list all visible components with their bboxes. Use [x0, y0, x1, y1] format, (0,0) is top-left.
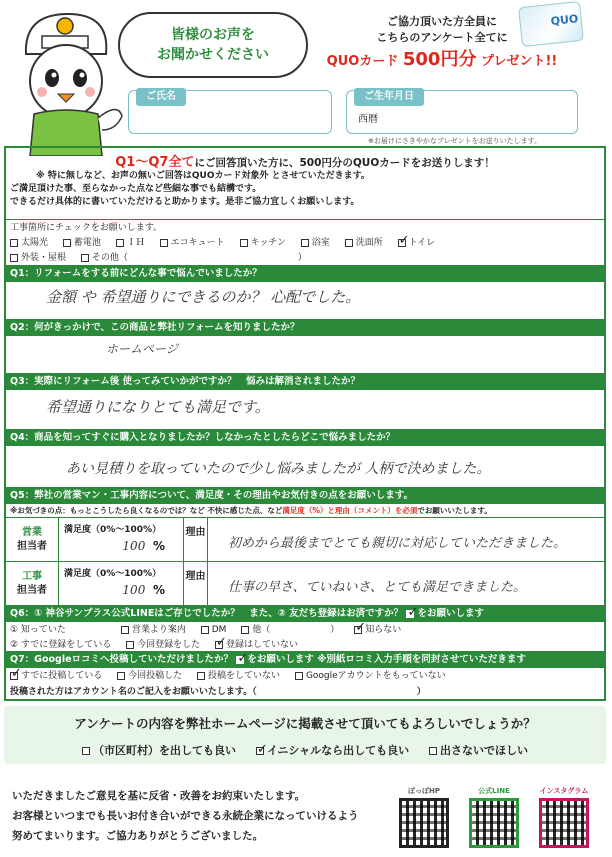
work-option-other[interactable]: その他（ ） — [81, 252, 307, 265]
construction-head: 工事 担当者 — [17, 571, 47, 596]
footer-message — [12, 786, 392, 846]
checkbox-icon[interactable] — [63, 239, 71, 247]
q7-no-account[interactable]: Googleアカウントをもっていない — [295, 670, 446, 683]
qr-line[interactable] — [462, 786, 526, 852]
q5-label: Q5：弊社の営業マン・工事内容について、満足度・その理由やお気付きの点をお願いします。 — [6, 488, 604, 504]
checkbox-icon[interactable] — [82, 747, 90, 755]
q3-answer[interactable]: 希望通りになりとても満足です。 — [46, 398, 270, 416]
checkbox-checked-icon[interactable] — [10, 672, 18, 680]
q6-row-2 — [6, 637, 604, 652]
bubble-line-1: 皆様のお声を — [171, 27, 255, 43]
checkbox-icon[interactable] — [81, 254, 89, 262]
checkbox-icon[interactable] — [126, 641, 134, 649]
qr-instagram[interactable] — [532, 786, 596, 852]
checkbox-icon[interactable] — [295, 672, 303, 680]
construction-reason-label: 理由 — [184, 562, 208, 606]
checkbox-icon[interactable] — [201, 626, 209, 634]
q7-options — [6, 668, 604, 683]
work-section — [6, 220, 604, 266]
q7-posted-now[interactable]: 今回投稿した — [117, 670, 182, 683]
checkbox-icon[interactable] — [160, 239, 168, 247]
promo-line-2: こちらのアンケート全てに — [376, 31, 508, 44]
intro-note: ※ 特に無しなど、お声の無いご回答はQUOカード対象外 とさせていただきます。 — [36, 171, 370, 181]
checkbox-checked-icon[interactable] — [398, 239, 406, 247]
q6-registered-now[interactable]: 今回登録をした — [126, 639, 200, 652]
q6-not-registered[interactable]: ✓ 登録はしていない — [215, 639, 298, 652]
q5-section — [6, 488, 604, 518]
q6-unknown[interactable]: ✓ 知らない — [354, 624, 401, 637]
footer-line-1: いただきましたご意見を基に反省・改善をお約束いたします。 — [12, 790, 306, 802]
q6-sales-guide[interactable]: 営業より案内 — [121, 624, 186, 637]
q5-construction-row — [6, 562, 604, 606]
checkbox-icon[interactable] — [10, 254, 18, 262]
q7-not-posted[interactable]: 投稿をしていない — [197, 670, 280, 683]
q6-other[interactable]: 他（ ） — [241, 624, 339, 637]
checkbox-icon[interactable] — [121, 626, 129, 634]
bubble-line-2: お聞かせください — [157, 47, 269, 63]
checkbox-icon[interactable] — [10, 239, 18, 247]
consent-banner — [4, 706, 606, 764]
mascot-illustration — [6, 6, 124, 156]
intro-title-rest: にご回答頂いた方に、500円分のQUOカードをお送りします！ — [194, 157, 495, 169]
q5-note: ※お気づきの点：もっとこうしたら良くなるのでは？など 不快に感じた点、など満足度（%）と理由（コメント）を必須でお願いいたします。 — [10, 506, 492, 515]
q4-section — [6, 430, 604, 488]
promo-quo-card: QUOカード — [326, 54, 399, 69]
sales-reason-label: 理由 — [184, 518, 208, 562]
qr-instagram-label: インスタグラム — [539, 787, 589, 795]
construction-satisfaction: 満足度（0%〜100%） 100 % — [58, 562, 184, 606]
footer-line-3: 努めてまいります。ご協力ありがとうございました。 — [12, 830, 264, 842]
checkbox-checked-icon[interactable] — [215, 641, 223, 649]
birthdate-era: 西暦 — [358, 114, 378, 125]
q7-label: Q7：Googleロコミへ投稿していただけましたか？ ✓ をお願いします ※別紙ロコミ入力手順を同封させていただきます — [6, 652, 604, 668]
footer-line-2: お客様といつまでも長いお付き合いができる永続企業になっていけるよう — [12, 810, 359, 822]
work-option-bath[interactable]: 浴室 — [301, 237, 330, 250]
work-option-ih[interactable]: ＩＨ — [116, 237, 145, 250]
q2-section — [6, 320, 604, 374]
intro-section — [6, 148, 604, 220]
intro-line-1: ご満足頂けた事、至らなかった点など些細な事でも結構です。 — [10, 184, 262, 194]
name-label: ご氏名 — [136, 88, 186, 106]
sales-head: 営業 担当者 — [17, 527, 47, 552]
q1-section — [6, 266, 604, 320]
consent-options — [4, 742, 606, 758]
q3-label: Q3：実際にリフォーム後 使ってみていかがですか？ 悩みは解消されましたか？ — [6, 374, 604, 390]
work-option-ecocute[interactable]: エコキュート — [160, 237, 225, 250]
q2-answer[interactable]: ホームページ — [106, 342, 178, 356]
work-option-toilet[interactable]: ✓ トイレ — [398, 237, 436, 250]
qr-homepage-label: ぽっぽHP — [408, 787, 440, 795]
q7-section — [6, 652, 604, 699]
q1-label: Q1：リフォームをする前にどんな事で悩んでいましたか？ — [6, 266, 604, 282]
checkbox-icon[interactable] — [301, 239, 309, 247]
work-options-row-1 — [6, 235, 604, 250]
birthdate-note: ※お届けにさきやかなプレゼントをお送りいたします。 — [368, 137, 542, 145]
work-option-battery[interactable]: 蓄電池 — [63, 237, 101, 250]
construction-reason-answer[interactable]: 仕事の早さ、ていねいさ、とても満足できました。 — [228, 580, 526, 595]
speech-bubble — [118, 12, 308, 78]
checkbox-icon[interactable] — [117, 672, 125, 680]
survey-form — [4, 146, 606, 701]
sales-satisfaction-value[interactable]: 100 — [122, 539, 146, 553]
q6-section — [6, 606, 604, 652]
q6-dm[interactable]: DM — [201, 624, 227, 637]
checkbox-icon[interactable] — [197, 672, 205, 680]
q5-sales-row — [6, 518, 604, 562]
q1-answer[interactable]: 金額 や 希望通りにできるのか？ 心配でした。 — [46, 288, 361, 306]
consent-question: アンケートの内容を弊社ホームページに掲載させて頂いてもよろしいでしょうか？ — [74, 716, 536, 731]
checkbox-checked-icon[interactable] — [256, 747, 264, 755]
q6-row-1 — [6, 622, 604, 637]
promo-line-3 — [318, 49, 566, 70]
promo-amount: 500円分 — [402, 49, 477, 70]
checkbox-icon[interactable] — [241, 626, 249, 634]
checkbox-checked-icon — [406, 610, 414, 618]
qr-homepage[interactable] — [392, 786, 456, 852]
qr-line-label: 公式LINE — [478, 787, 510, 795]
intro-title — [6, 148, 604, 170]
qr-code-icon — [469, 798, 519, 848]
q7-already-posted[interactable]: ✓すでに投稿している — [10, 670, 102, 683]
intro-line-2: できるだけ具体的に書いていただけると助かります。是非ご協力宜しくお願いします。 — [10, 197, 360, 207]
sales-reason-answer[interactable]: 初めから最後までとても親切に対応していただきました。 — [228, 536, 567, 551]
checkbox-icon[interactable] — [345, 239, 353, 247]
sales-satisfaction: 満足度（0%〜100%） 100 % — [58, 518, 184, 562]
quo-card-label: QUO — [550, 12, 579, 28]
checkbox-icon[interactable] — [429, 747, 437, 755]
q2-label: Q2：何がきっかけで、この商品と弊社リフォームを知りましたか？ — [6, 320, 604, 336]
consent-option-city[interactable]: （市区町村）を出しても良い — [82, 744, 236, 757]
construction-satisfaction-value[interactable]: 100 — [122, 583, 146, 597]
qr-code-icon — [399, 798, 449, 848]
qr-code-icon — [539, 798, 589, 848]
work-option-solar[interactable]: 太陽光 — [10, 237, 48, 250]
work-option-kitchen[interactable]: キッチン — [240, 237, 286, 250]
q4-label: Q4：商品を知ってすぐに購入となりましたか？しなかったとしたらどこで悩みましたか？ — [6, 430, 604, 446]
promo-present: プレゼント!! — [480, 54, 558, 69]
consent-option-none[interactable]: 出さないでほしい — [429, 744, 528, 757]
q6-already-registered[interactable]: ② すでに登録をしている — [10, 640, 112, 650]
q6-label: Q6：① 神谷サンプラス公式LINEはご存じでしたか？ また、② 友だち登録はお済ですか？ ✓ をお願いします — [6, 606, 604, 622]
intro-title-red: Q1〜Q7全て — [115, 155, 195, 170]
q7-account-line[interactable]: 投稿された方はアカウント名のご記入をお願いいたします。（ ） — [10, 687, 426, 697]
work-option-exterior[interactable]: 外装・屋根 — [10, 252, 66, 265]
checkbox-icon[interactable] — [116, 239, 124, 247]
q3-section — [6, 374, 604, 430]
q6-knew[interactable]: ① 知っていた — [10, 625, 66, 635]
checkbox-checked-icon[interactable] — [354, 626, 362, 634]
consent-option-initial[interactable]: ✓ イニシャルなら出しても良い — [256, 744, 409, 757]
promo-line-1: ご協力頂いた方全員に — [387, 15, 497, 28]
checkbox-checked-icon — [236, 656, 244, 664]
q4-answer[interactable]: あい見積りを取っていたので少し悩みましたが 人柄で決めました。 — [66, 461, 491, 477]
quo-card-image — [518, 1, 584, 47]
work-option-washroom[interactable]: 洗面所 — [345, 237, 383, 250]
checkbox-icon[interactable] — [240, 239, 248, 247]
birthdate-label: ご生年月日 — [354, 88, 424, 106]
work-options-row-2 — [6, 250, 604, 265]
work-label: 工事箇所にチェックをお願いします。 — [10, 223, 163, 233]
